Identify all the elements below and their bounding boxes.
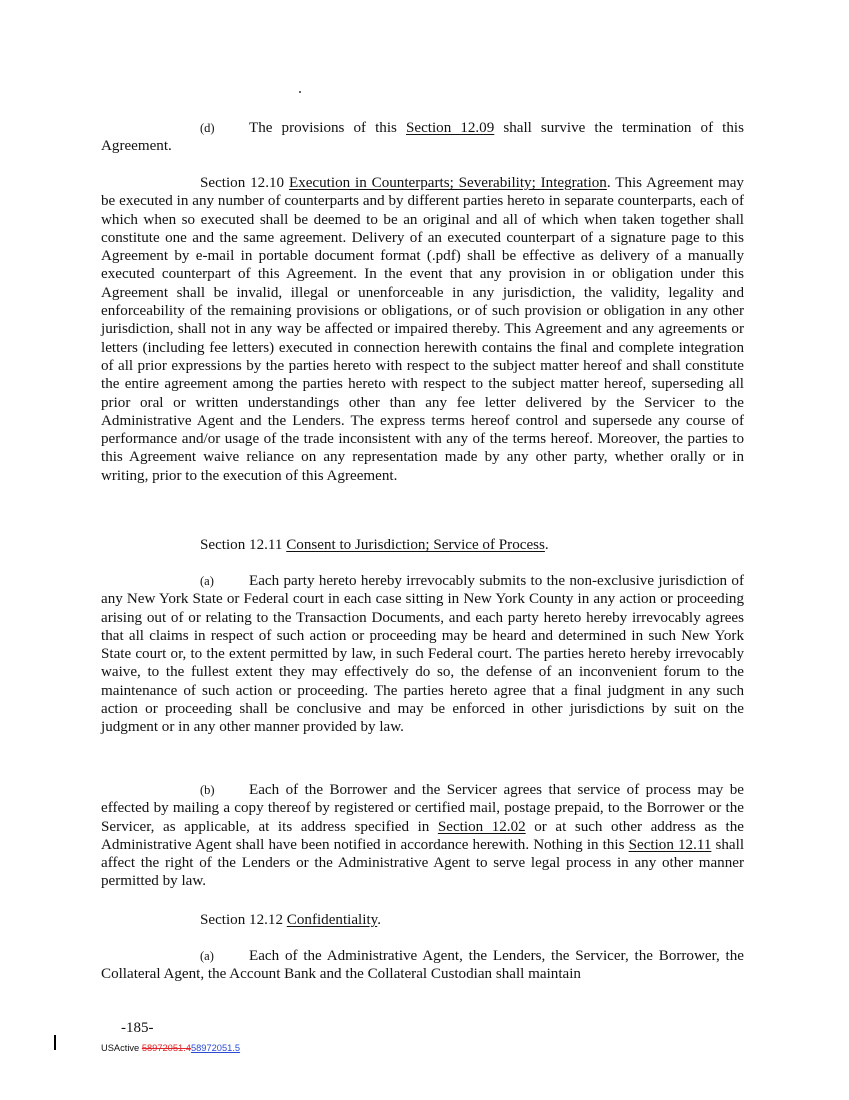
clause-label: (a) — [200, 949, 214, 963]
clause-label: (d) — [200, 121, 215, 135]
section-reference: Section 12.11 — [628, 836, 712, 853]
section-reference: Section 12.09 — [405, 120, 495, 136]
section-reference: Section 12.02 — [437, 818, 526, 835]
page-number: -185- — [121, 1020, 154, 1036]
section-number: Section 12.10 — [200, 175, 289, 191]
clause-label: (b) — [200, 783, 215, 797]
page-speck — [299, 91, 301, 93]
section-heading: Consent to Jurisdiction; Service of Process — [286, 537, 545, 553]
deleted-doc-id: 58972051.4 — [141, 1043, 191, 1053]
paragraph-12-11-b: (b) Each of the Borrower and the Servicer agrees that service of process may be effected by mailing a copy thereof by registered or certified mail, postage prepaid, to the Borrower or the Servicer, as applicable, at its address specified in Section 12.02 or at such other address as the Administrative Agent shall have been notified in accordance herewith. Nothing in this Section 12.11 shall affect the right of the Lenders or the Administrative Agent to serve legal process in any other manner permitted by law. — [101, 782, 745, 890]
paragraph-12-11-a: (a) Each party hereto hereby irrevocably submits to the non-exclusive jurisdiction of any New York State or Federal court in each case sitting in New York County in any action or proceeding arising out of or relating to the Transaction Documents, and each party hereto hereby irrevocably agrees that all claims in respect of such action or proceeding may be heard and determined in such New York State court or, to the extent permitted by law, in such Federal court. The parties hereto hereby irrevocably waive, to the fullest extent they may effectively do so, the defense of an inconvenient forum to the maintenance of such action or proceeding. The parties hereto agree that a final judgment in any such action or proceeding shall be conclusive and may be enforced in other jurisdictions by suit on the judgment or in any other manner provided by law. — [101, 573, 744, 736]
section-heading: Execution in Counterparts; Severability; Integration — [288, 175, 607, 191]
section-12-12-heading: Section 12.12 Confidentiality. — [200, 912, 381, 928]
document-id-footer: USActive 58972051.458972051.5 — [101, 1043, 241, 1053]
section-12-10 — [101, 174, 744, 485]
section-number: Section 12.12 — [200, 912, 287, 928]
section-body: . This Agreement may be executed in any number of counterparts and by different parties hereto in separate counterparts, each of which when so executed shall be deemed to be an original and all of which when taken together shall constitute one and the same agreement. Delivery of an executed counterpart of a signature page to this Agreement by e-mail in portable document format (.pdf) shall be effective as delivery of a manually executed counterpart of this Agreement. In the event that any provision in or obligation under this Agreement shall be invalid, illegal or unenforceable in any jurisdiction, the validity, legality and enforceability of the remaining provisions or obligations, or of such provision or obligation in any other jurisdiction, shall not in any way be affected or impaired thereby. This Agreement and any agreements or letters (including fee letters) executed in connection herewith contains the final and complete integration of all prior expressions by the parties hereto with respect to the subject matter hereof and shall constitute the entire agreement among the parties hereto with respect to the subject matter hereof, superseding all prior oral or written understandings other than any fee letter delivered by the Servicer to the Administrative Agent and the Lenders. The express terms hereof control and supersede any course of performance and/or usage of the trade inconsistent with any of the terms hereof. Moreover, the parties to this Agreement waive reliance on any representation made by any other party, whether orally or in writing, prior to the execution of this Agreement. — [101, 175, 744, 484]
section-number: Section 12.11 — [200, 537, 287, 553]
change-bar — [54, 1035, 56, 1050]
paragraph-12-12-a: (a) Each of the Administrative Agent, the Lenders, the Servicer, the Borrower, the Collateral Agent, the Account Bank and the Collateral Custodian shall maintain — [101, 948, 744, 983]
paragraph-12-09-d: (d) The provisions of this Section 12.09 shall survive the termination of this Agreement. — [101, 120, 744, 155]
inserted-doc-id: 58972051.5 — [190, 1043, 241, 1053]
section-heading: Confidentiality — [286, 912, 378, 928]
clause-label: (a) — [200, 574, 214, 588]
section-12-11-heading: Section 12.11 Consent to Jurisdiction; Service of Process. — [200, 537, 549, 553]
